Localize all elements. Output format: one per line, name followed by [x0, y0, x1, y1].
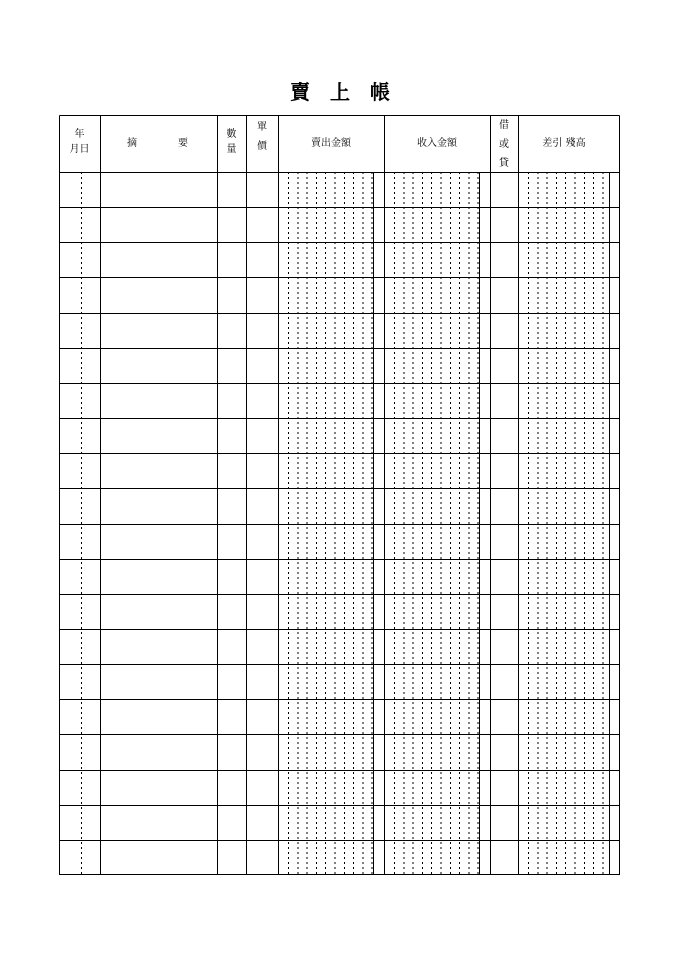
header-debit-credit-2: 或 — [499, 139, 509, 150]
ledger-title — [0, 76, 680, 105]
header-debit-credit-1: 借 — [499, 120, 509, 131]
header-quantity-2: 量 — [226, 144, 237, 155]
header-sales-amount: 賣出金額 — [311, 138, 351, 149]
title-char-3: 帳 — [370, 80, 410, 104]
title-char-1: 賣 — [290, 80, 330, 104]
title-char-2: 上 — [330, 80, 370, 104]
header-unit-price — [246, 120, 278, 154]
header-date-monthday: 月日 — [69, 144, 90, 155]
header-date-year: 年 — [74, 129, 85, 140]
sales-ledger-table — [59, 115, 620, 875]
header-quantity-1: 數 — [226, 129, 237, 140]
header-receipt-amount: 收入金額 — [417, 138, 457, 149]
ledger-grid — [59, 115, 620, 875]
header-debit-credit — [490, 116, 518, 173]
header-balance: 差引 殘高 — [542, 138, 586, 149]
header-quantity — [217, 127, 246, 157]
header-unit-price-1: 單 — [257, 122, 267, 133]
header-debit-credit-3: 貸 — [499, 158, 509, 169]
header-description-right: 要 — [178, 138, 188, 149]
header-date — [59, 127, 100, 157]
header-unit-price-2: 價 — [257, 141, 267, 152]
header-description-left: 摘 — [127, 138, 137, 149]
